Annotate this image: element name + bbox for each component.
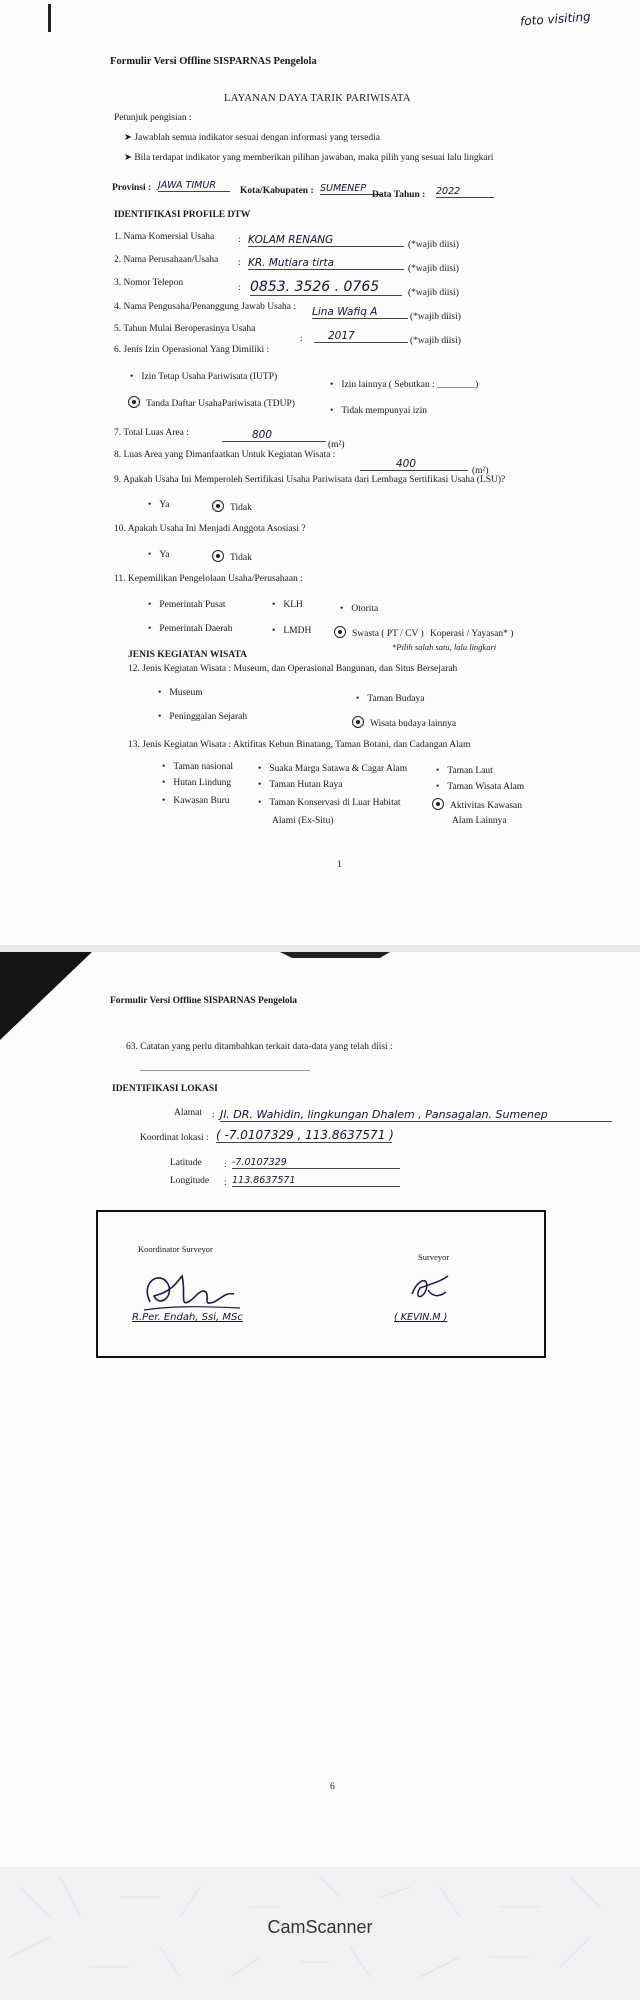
scan-shadow [0,952,640,1072]
q13-option-ex-situ: Alami (Ex-Situ) [272,816,334,826]
q13-option-national-park[interactable]: • Taman nasional [162,762,233,772]
q63-notes-line[interactable] [140,1070,310,1071]
page-number-2: 6 [330,1782,335,1792]
q63-label: 63. Catatan yang perlu ditambahkan terkait data-data yang telah diisi : [126,1042,393,1052]
q5-label: 5. Tahun Mulai Beroperasinya Usaha [114,324,256,334]
q7-field[interactable]: 800 [222,429,326,442]
q12-option-other-culture[interactable]: Wisata budaya lainnya [352,716,456,729]
q5-required: (*wajib diisi) [410,336,461,346]
q9-option-no[interactable]: Tidak [212,500,252,513]
q11-label: 11. Kepemilikan Pengelolaan Usaha/Perusahaan : [114,574,303,584]
selected-circle-icon [212,550,224,562]
year-label: Data Tahun : [372,190,426,200]
regency-label: Kota/Kabupaten : [240,186,314,196]
q6-option-tdup[interactable]: Tanda Daftar UsahaPariwisata (TDUP) [128,396,295,409]
longitude-field[interactable]: 113.8637571 [232,1175,400,1187]
year-field[interactable]: 2022 [436,186,494,198]
coordinator-label: Koordinator Surveyor [138,1244,213,1254]
q6-option-other[interactable]: • Izin lainnya ( Sebutkan : ________) [330,380,478,390]
q3-required: (*wajib diisi) [408,288,459,298]
surveyor-label: Surveyor [418,1252,450,1262]
q11-option-lmdh[interactable]: • LMDH [272,626,311,636]
q7-unit: (m²) [328,440,345,450]
form-title: LAYANAN DAYA TARIK PARIWISATA [224,93,411,104]
q9-option-yes[interactable]: • Ya [148,500,169,510]
q1-label: 1. Nama Komersial Usaha [114,232,215,242]
q7-label: 7. Total Luas Area : [114,428,189,438]
camscanner-footer [0,1867,640,2000]
selected-circle-icon [334,626,346,638]
instruction-1: ➤ Jawablah semua indikator sesuai dengan informasi yang tersedia [124,133,380,143]
selected-circle-icon [212,500,224,512]
q11-option-central-gov[interactable]: • Pemerintah Pusat [148,600,226,610]
q13-option-other-nature: Alam Lainnya [452,816,507,826]
coordinator-name: R.Per. Endah, Ssi, MSc [132,1312,243,1323]
q12-option-museum[interactable]: • Museum [158,688,203,698]
q5-field[interactable]: 2017 [314,330,408,343]
q11-option-klh[interactable]: • KLH [272,600,303,610]
q9-label: 9. Apakah Usaha Ini Memperoleh Sertifikasi Usaha Pariwisata dari Lembaga Sertifikasi Usaha (LSU)? [114,475,506,485]
q13-label: 13. Jenis Kegiatan Wisata : Aktifitas Kebun Binatang, Taman Botani, dan Cadangan Alam [128,740,471,750]
section-activity: JENIS KEGIATAN WISATA [128,650,247,660]
instruction-2: ➤ Bila terdapat indikator yang memberikan pilihan jawaban, maka pilih yang sesuai lalu lingkari [124,153,494,163]
q13-option-nature-park[interactable]: • Taman Wisata Alam [436,782,524,792]
q8-label: 8. Luas Area yang Dimanfaatkan Untuk Kegiatan Wisata : [114,450,336,460]
camscanner-brand: CamScanner [267,1917,373,1937]
instructions-label: Petunjuk pengisian : [114,113,192,123]
q13-option-wildlife-reserve[interactable]: • Suaka Marga Satawa & Cagar Alam [258,764,407,774]
regency-field[interactable]: SUMENEP [320,183,382,195]
address-field[interactable]: Jl. DR. Wahidin, lingkungan Dhalem , Pansagalan. Sumenep [220,1108,612,1122]
q12-option-cultural-park[interactable]: • Taman Budaya [356,694,424,704]
q2-field[interactable]: KR. Mutiara tirta [248,257,404,270]
q6-option-iutp[interactable]: • Izin Tetap Usaha Pariwisata (IUTP) [130,372,277,382]
latitude-field[interactable]: -7.0107329 [232,1157,400,1169]
form-page-1: foto visiting Formulir Versi Offline SISPARNAS Pengelola LAYANAN DAYA TARIK PARIWISATA Petunjuk pengisian : ➤ Jawablah semua indikator sesuai dengan informasi yang tersedia ➤ Bila terdapat indikator yang memberikan pilihan jawaban, maka pilih yang sesuai lalu lingkari Provinsi : JAWA TIMUR Kota/Kabupaten : SUMENEP Data Tahun : 2022 IDENTIFIKASI PROFILE DTW 1. Nama Komersial Usaha : KOLAM RENANG (*wajib diisi) 2. Nama Perusahaan/Usaha : KR. Mutiara tirta (*wajib diisi) 3. Nomor Telepon : 0853. 3526 . 0765 (*wajib diisi) 4. Nama Pengusaha/Penanggung Jawab Usaha : Lina Wafiq A (*wajib diisi) 5. Tahun Mulai Beroperasinya Usaha : 2017 (*wajib diisi) 6. Jenis Izin Operasional Yang Dimiliki : • Izin Tetap Usaha Pariwisata (IUTP) • Izin lainnya ( Sebutkan : ________) Tanda Daftar UsahaPariwisata (TDUP) • Tidak mempunyai izin 7. Total Luas Area : 800 (m²) 8. Luas Area yang Dimanfaatkan Untuk Kegiatan Wisata : 400 (m²) 9. Apakah Usaha Ini Memperoleh Sertifikasi Usaha Pariwisata dari Lembaga Sertifikasi Usaha (LSU)? • Ya Tidak 10. Apakah Usaha Ini Menjadi Anggota Asosiasi ? • Ya Tidak 11. Kepemilikan Pengelolaan Usaha/Perusahaan : • Pemerintah Pusat • KLH • Otorita • Pemerintah Daerah • LMDH Swasta ( PT / CV ) Koperasi / Yayasan* ) *Pilih salah satu, lalu lingkari JENIS KEGIATAN WISATA 12. Jenis Kegiatan Wisata : Museum, dan Operasional Bangunan, dan Situs Bersejarah • Museum • Taman Budaya • Peninggalan Sejarah Wisata budaya lainnya 13. Jenis Kegiatan Wisata : Aktifitas Kebun Binatang, Taman Botani, dan Cadangan Alam • Taman nasional • Suaka Marga Satawa & Cagar Alam • Taman Laut • Hutan Lindung • Taman Hutan Raya • Taman Wisata Alam • Kawasan Buru • Taman Konservasi di Luar Habitat Aktivitas Kawasan Alami (Ex-Situ) Alam Lainnya 1 [0,0,640,945]
form-header-2: Formulir Versi Offline SISPARNAS Pengelola [110,996,298,1006]
q1-field[interactable]: KOLAM RENANG [248,234,404,247]
q4-required: (*wajib diisi) [410,312,461,322]
q2-required: (*wajib diisi) [408,264,459,274]
page-gap [0,945,640,952]
surveyor-name: ( KEVIN.M ) [394,1312,448,1323]
q13-option-conservation-park[interactable]: • Taman Konservasi di Luar Habitat [258,798,401,808]
q11-option-private[interactable]: Swasta ( PT / CV ) [334,626,424,639]
coordinate-label: Koordinat lokasi : [140,1133,209,1143]
coordinate-field[interactable]: ( -7.0107329 , 113.8637571 ) [216,1128,394,1142]
q11-option-regional-gov[interactable]: • Pemerintah Daerah [148,624,232,634]
q13-option-hunting-area[interactable]: • Kawasan Buru [162,796,230,806]
q11-note: *Pilih salah satu, lalu lingkari [392,642,497,652]
q13-option-marine-park[interactable]: • Taman Laut [436,766,493,776]
q3-label: 3. Nomor Telepon [114,278,184,288]
q10-option-no[interactable]: Tidak [212,550,252,563]
q13-option-protected-forest[interactable]: • Hutan Lindung [162,778,231,788]
q10-option-yes[interactable]: • Ya [148,550,169,560]
q12-option-heritage[interactable]: • Peninggalan Sejarah [158,712,247,722]
q11-option-otorita[interactable]: • Otorita [340,604,378,614]
longitude-label: Longitude [170,1176,210,1186]
q8-field[interactable]: 400 [360,458,468,471]
q8-unit: (m²) [472,466,489,476]
q2-label: 2. Nama Perusahaan/Usaha [114,255,219,265]
section-location: IDENTIFIKASI LOKASI [112,1084,218,1094]
q6-label: 6. Jenis Izin Operasional Yang Dimiliki : [114,345,270,355]
section-profile: IDENTIFIKASI PROFILE DTW [114,210,251,220]
province-label: Provinsi : [112,183,152,193]
address-label: Alamat [174,1108,202,1118]
province-field[interactable]: JAWA TIMUR [158,180,230,192]
q6-option-none[interactable]: • Tidak mempunyai izin [330,406,427,416]
q11-option-cooperative[interactable]: Koperasi / Yayasan* ) [430,629,514,639]
surveyor-signature [400,1264,460,1314]
selected-circle-icon [432,798,444,810]
q13-option-area-activity[interactable]: Aktivitas Kawasan [432,798,522,811]
form-header: Formulir Versi Offline SISPARNAS Pengelola [110,56,317,67]
selected-circle-icon [128,396,140,408]
binder-marks [48,4,54,32]
q1-required: (*wajib diisi) [408,240,459,250]
q4-field[interactable]: Lina Wafiq A [312,306,408,319]
form-page-2 [0,952,640,1867]
q4-label: 4. Nama Pengusaha/Penanggung Jawab Usaha : [114,302,297,312]
latitude-label: Latitude [170,1158,202,1168]
q10-label: 10. Apakah Usaha Ini Menjadi Anggota Asosiasi ? [114,524,306,534]
q12-label: 12. Jenis Kegiatan Wisata : Museum, dan Operasional Bangunan, dan Situs Bersejarah [128,664,458,674]
q3-field[interactable]: 0853. 3526 . 0765 [250,279,402,296]
q13-option-forest-park[interactable]: • Taman Hutan Raya [258,780,343,790]
corner-note: foto visiting [519,9,592,29]
selected-circle-icon [352,716,364,728]
page-number: 1 [337,860,342,870]
